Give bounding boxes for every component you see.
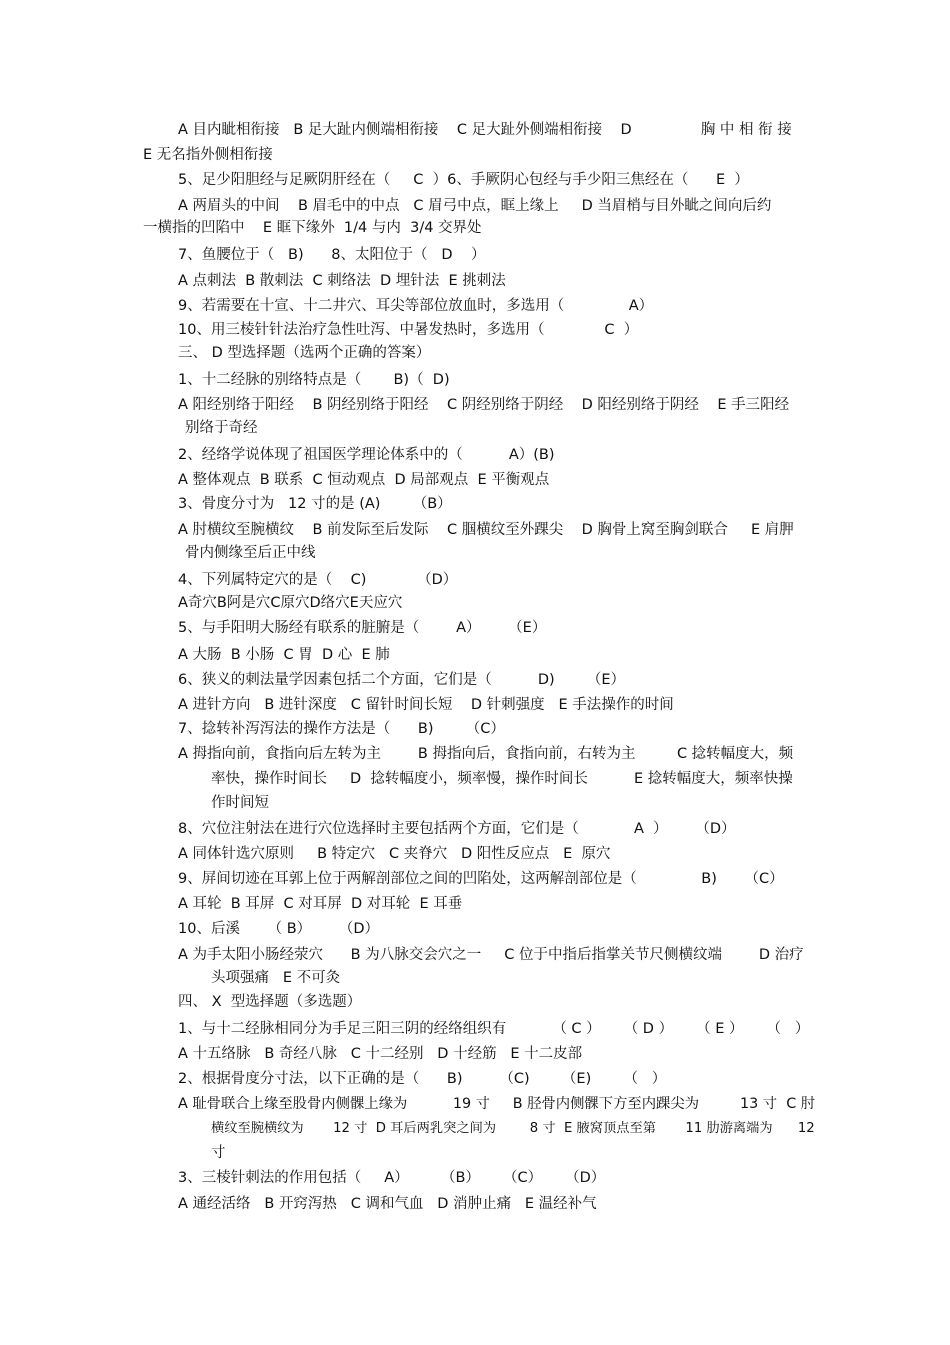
text-line: 1、与十二经脉相同分为手足三阳三阴的经络组织有 （ C ） （ D ） （ E ） （ ）	[178, 1021, 810, 1037]
text-line: 别络于奇经	[185, 420, 258, 436]
text-line: 2、经络学说体现了祖国医学理论体系中的（ A）(B)	[178, 447, 555, 463]
text-line: A 拇指向前，食指向后左转为主 B 拇指向后，食指向前，右转为主 C 捻转幅度大，频	[178, 746, 794, 762]
text-line: A 两眉头的中间 B 眉毛中的中点 C 眉弓中点，眶上缘上 D 当眉梢与目外眦之间向后约	[178, 198, 772, 214]
section-heading: 四、 X 型选择题（多选题）	[178, 994, 362, 1010]
text-line: 6、狭义的刺法量学因素包括二个方面，它们是（ D) （E）	[178, 672, 626, 688]
text-line: 横纹至腕横纹为 12 寸 D 耳后两乳突之间为 8 寸 E 腋窝顶点至第 11 肋游离端为 12	[211, 1121, 815, 1136]
text-line: A奇穴B阿是穴C原穴D络穴E天应穴	[178, 595, 403, 611]
text-line: 2、根据骨度分寸法，以下正确的是（ B) （C) （E) （ ）	[178, 1071, 667, 1087]
text-line: 5、足少阳胆经与足厥阴肝经在（ C ）6、手厥阴心包经与手少阳三焦经在（ E ）	[178, 172, 749, 188]
text-line: 寸	[211, 1145, 226, 1161]
text-line: 一横指的凹陷中 E 眶下缘外 1/4 与内 3/4 交界处	[143, 220, 482, 236]
text-line: A 通经活络 B 开窍泻热 C 调和气血 D 消肿止痛 E 温经补气	[178, 1196, 597, 1212]
text-line: A 为手太阳小肠经荥穴 B 为八脉交会穴之一 C 位于中指后指掌关节尺侧横纹端 D 治疗	[178, 947, 804, 963]
text-line: A 目内眦相衔接 B 足大趾内侧端相衔接 C 足大趾外侧端相衔接 D 胸 中 相 衔 接	[178, 122, 792, 138]
text-line: 10、用三棱针针法治疗急性吐泻、中暑发热时，多选用（ C ）	[178, 322, 639, 338]
text-line: A 同体针选穴原则 B 特定穴 C 夹脊穴 D 阳性反应点 E 原穴	[178, 846, 611, 862]
text-line: A 耳轮 B 耳屏 C 对耳屏 D 对耳轮 E 耳垂	[178, 896, 463, 912]
text-line: 9、若需要在十宣、十二井穴、耳尖等部位放血时，多选用（ A）	[178, 298, 654, 314]
text-line: 头项强痛 E 不可灸	[211, 970, 341, 986]
text-line: 1、十二经脉的别络特点是（ B)（ D)	[178, 372, 450, 388]
text-line: A 进针方向 B 进针深度 C 留针时间长短 D 针刺强度 E 手法操作的时间	[178, 697, 674, 713]
text-line: 4、下列属特定穴的是（ C) （D）	[178, 572, 458, 588]
text-line: 7、捻转补泻泻法的操作方法是（ B) （C）	[178, 721, 505, 737]
text-line: 3、三棱针刺法的作用包括（ A） （B） （C） （D）	[178, 1170, 606, 1186]
text-line: 率快，操作时间长 D 捻转幅度小，频率慢，操作时间长 E 捻转幅度大，频率快操	[211, 771, 793, 787]
text-line: A 点刺法 B 散刺法 C 刺络法 D 埋针法 E 挑刺法	[178, 273, 506, 289]
text-line: A 耻骨联合上缘至股骨内侧髁上缘为 19 寸 B 胫骨内侧髁下方至内踝尖为 13 寸 C 肘	[178, 1096, 816, 1112]
text-line: A 整体观点 B 联系 C 恒动观点 D 局部观点 E 平衡观点	[178, 472, 550, 488]
text-line: 9、屏间切迹在耳郭上位于两解剖部位之间的凹陷处，这两解剖部位是（ B) （C）	[178, 871, 784, 887]
text-line: E 无名指外侧相衔接	[143, 147, 273, 163]
text-line: 3、骨度分寸为 12 寸的是 (A) （B）	[178, 496, 452, 512]
text-line: 作时间短	[211, 795, 269, 811]
text-line: 骨内侧缘至后正中线	[185, 545, 316, 561]
text-line: A 肘横纹至腕横纹 B 前发际至后发际 C 腘横纹至外踝尖 D 胸骨上窝至胸剑联合 E 肩胛	[178, 522, 794, 538]
section-heading: 三、 D 型选择题（选两个正确的答案）	[178, 345, 431, 361]
text-line: 7、鱼腰位于（ B) 8、太阳位于（ D ）	[178, 247, 486, 263]
text-line: A 十五络脉 B 奇经八脉 C 十二经别 D 十经筋 E 十二皮部	[178, 1046, 583, 1062]
text-line: A 大肠 B 小肠 C 胃 D 心 E 肺	[178, 647, 390, 663]
text-line: 10、后溪 （ B） （D）	[178, 921, 379, 937]
text-line: 8、穴位注射法在进行穴位选择时主要包括两个方面，它们是（ A ） （D）	[178, 821, 736, 837]
text-line: 5、与手阳明大肠经有联系的脏腑是（ A） （E）	[178, 620, 547, 636]
text-line: A 阳经别络于阳经 B 阴经别络于阳经 C 阴经别络于阴经 D 阳经别络于阴经 E 手三阳经	[178, 397, 790, 413]
